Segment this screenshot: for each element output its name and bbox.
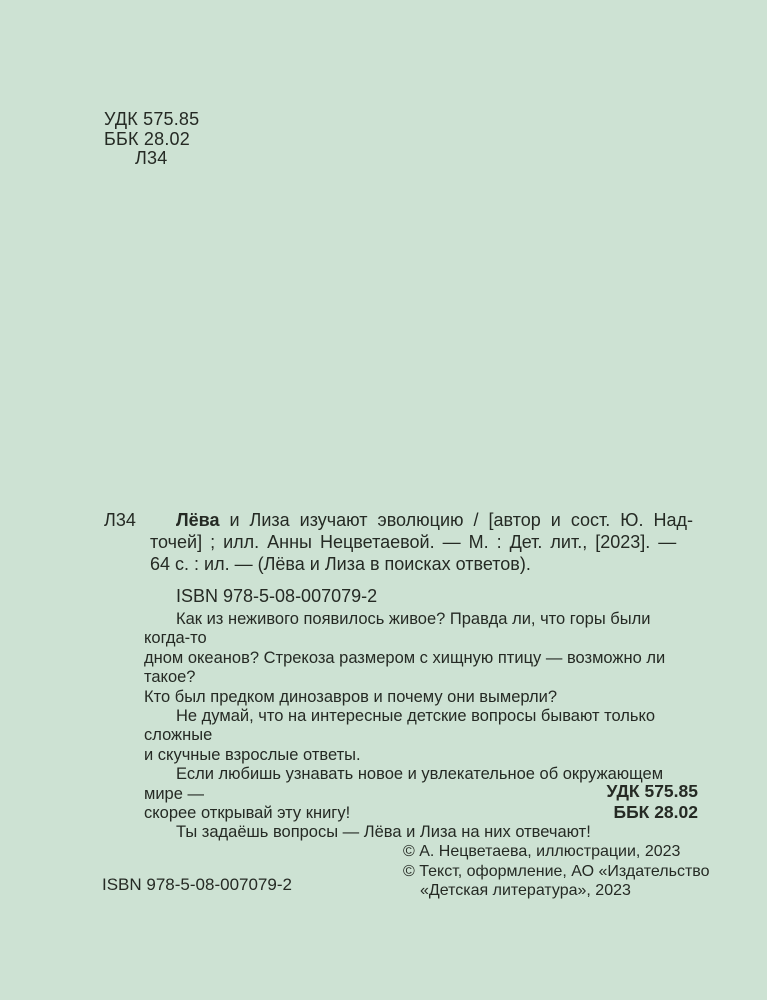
isbn-top: ISBN 978-5-08-007079-2 bbox=[176, 586, 378, 606]
bibliographic-record bbox=[104, 509, 699, 607]
annotation-line: и скучные взрослые ответы. bbox=[144, 745, 361, 764]
udk-code-bottom: УДК 575.85 bbox=[606, 781, 698, 801]
bbk-code-bottom: ББК 28.02 bbox=[613, 802, 698, 822]
annotation-line: Как из неживого появилось живое? Правда ли, что горы были когда-то bbox=[144, 610, 651, 648]
annotation-line: скорее открывай эту книгу! bbox=[144, 804, 351, 823]
isbn-bottom: ISBN 978-5-08-007079-2 bbox=[102, 875, 292, 894]
copyright-illustrator: © А. Нецветаева, иллюстрации, 2023 bbox=[403, 843, 681, 860]
copyright-publisher: © Текст, оформление, АО «Издательство bbox=[403, 862, 710, 880]
annotation-line: Не думай, что на интересные детские вопросы бывают только сложные bbox=[144, 707, 656, 745]
author-sign-label: Л34 bbox=[104, 510, 136, 530]
biblio-line-3: 64 с. : ил. — (Лёва и Лиза в поисках ответов). bbox=[150, 554, 531, 574]
book-title-bold: Лёва bbox=[176, 510, 220, 530]
copyright-publisher-cont: «Детская литература», 2023 bbox=[420, 882, 631, 899]
classification-codes-bottom bbox=[606, 781, 698, 823]
classification-codes-top bbox=[104, 110, 199, 169]
annotation-line: Кто был предком динозавров и почему они вымерли? bbox=[144, 687, 558, 706]
annotation-line: Ты задаёшь вопросы — Лёва и Лиза на них отвечают! bbox=[176, 823, 591, 842]
annotation-line: Если любишь узнавать новое и увлекательное об окружающем мире — bbox=[144, 765, 664, 803]
biblio-line-2: точей] ; илл. Анны Нецветаевой. — М. : Дет. лит., [2023]. — bbox=[150, 532, 677, 552]
udk-code-top: УДК 575.85 bbox=[104, 109, 200, 129]
biblio-line-1-rest: и Лиза изучают эволюцию / [автор и сост. Ю. Над- bbox=[219, 510, 694, 530]
copyright-block bbox=[403, 842, 710, 901]
bbk-code-top: ББК 28.02 bbox=[104, 128, 190, 149]
annotation-line: дном океанов? Стрекоза размером с хищную птицу — возможно ли такое? bbox=[144, 648, 666, 687]
author-sign-top: Л34 bbox=[135, 148, 168, 168]
biblio-line-1 bbox=[150, 509, 699, 531]
